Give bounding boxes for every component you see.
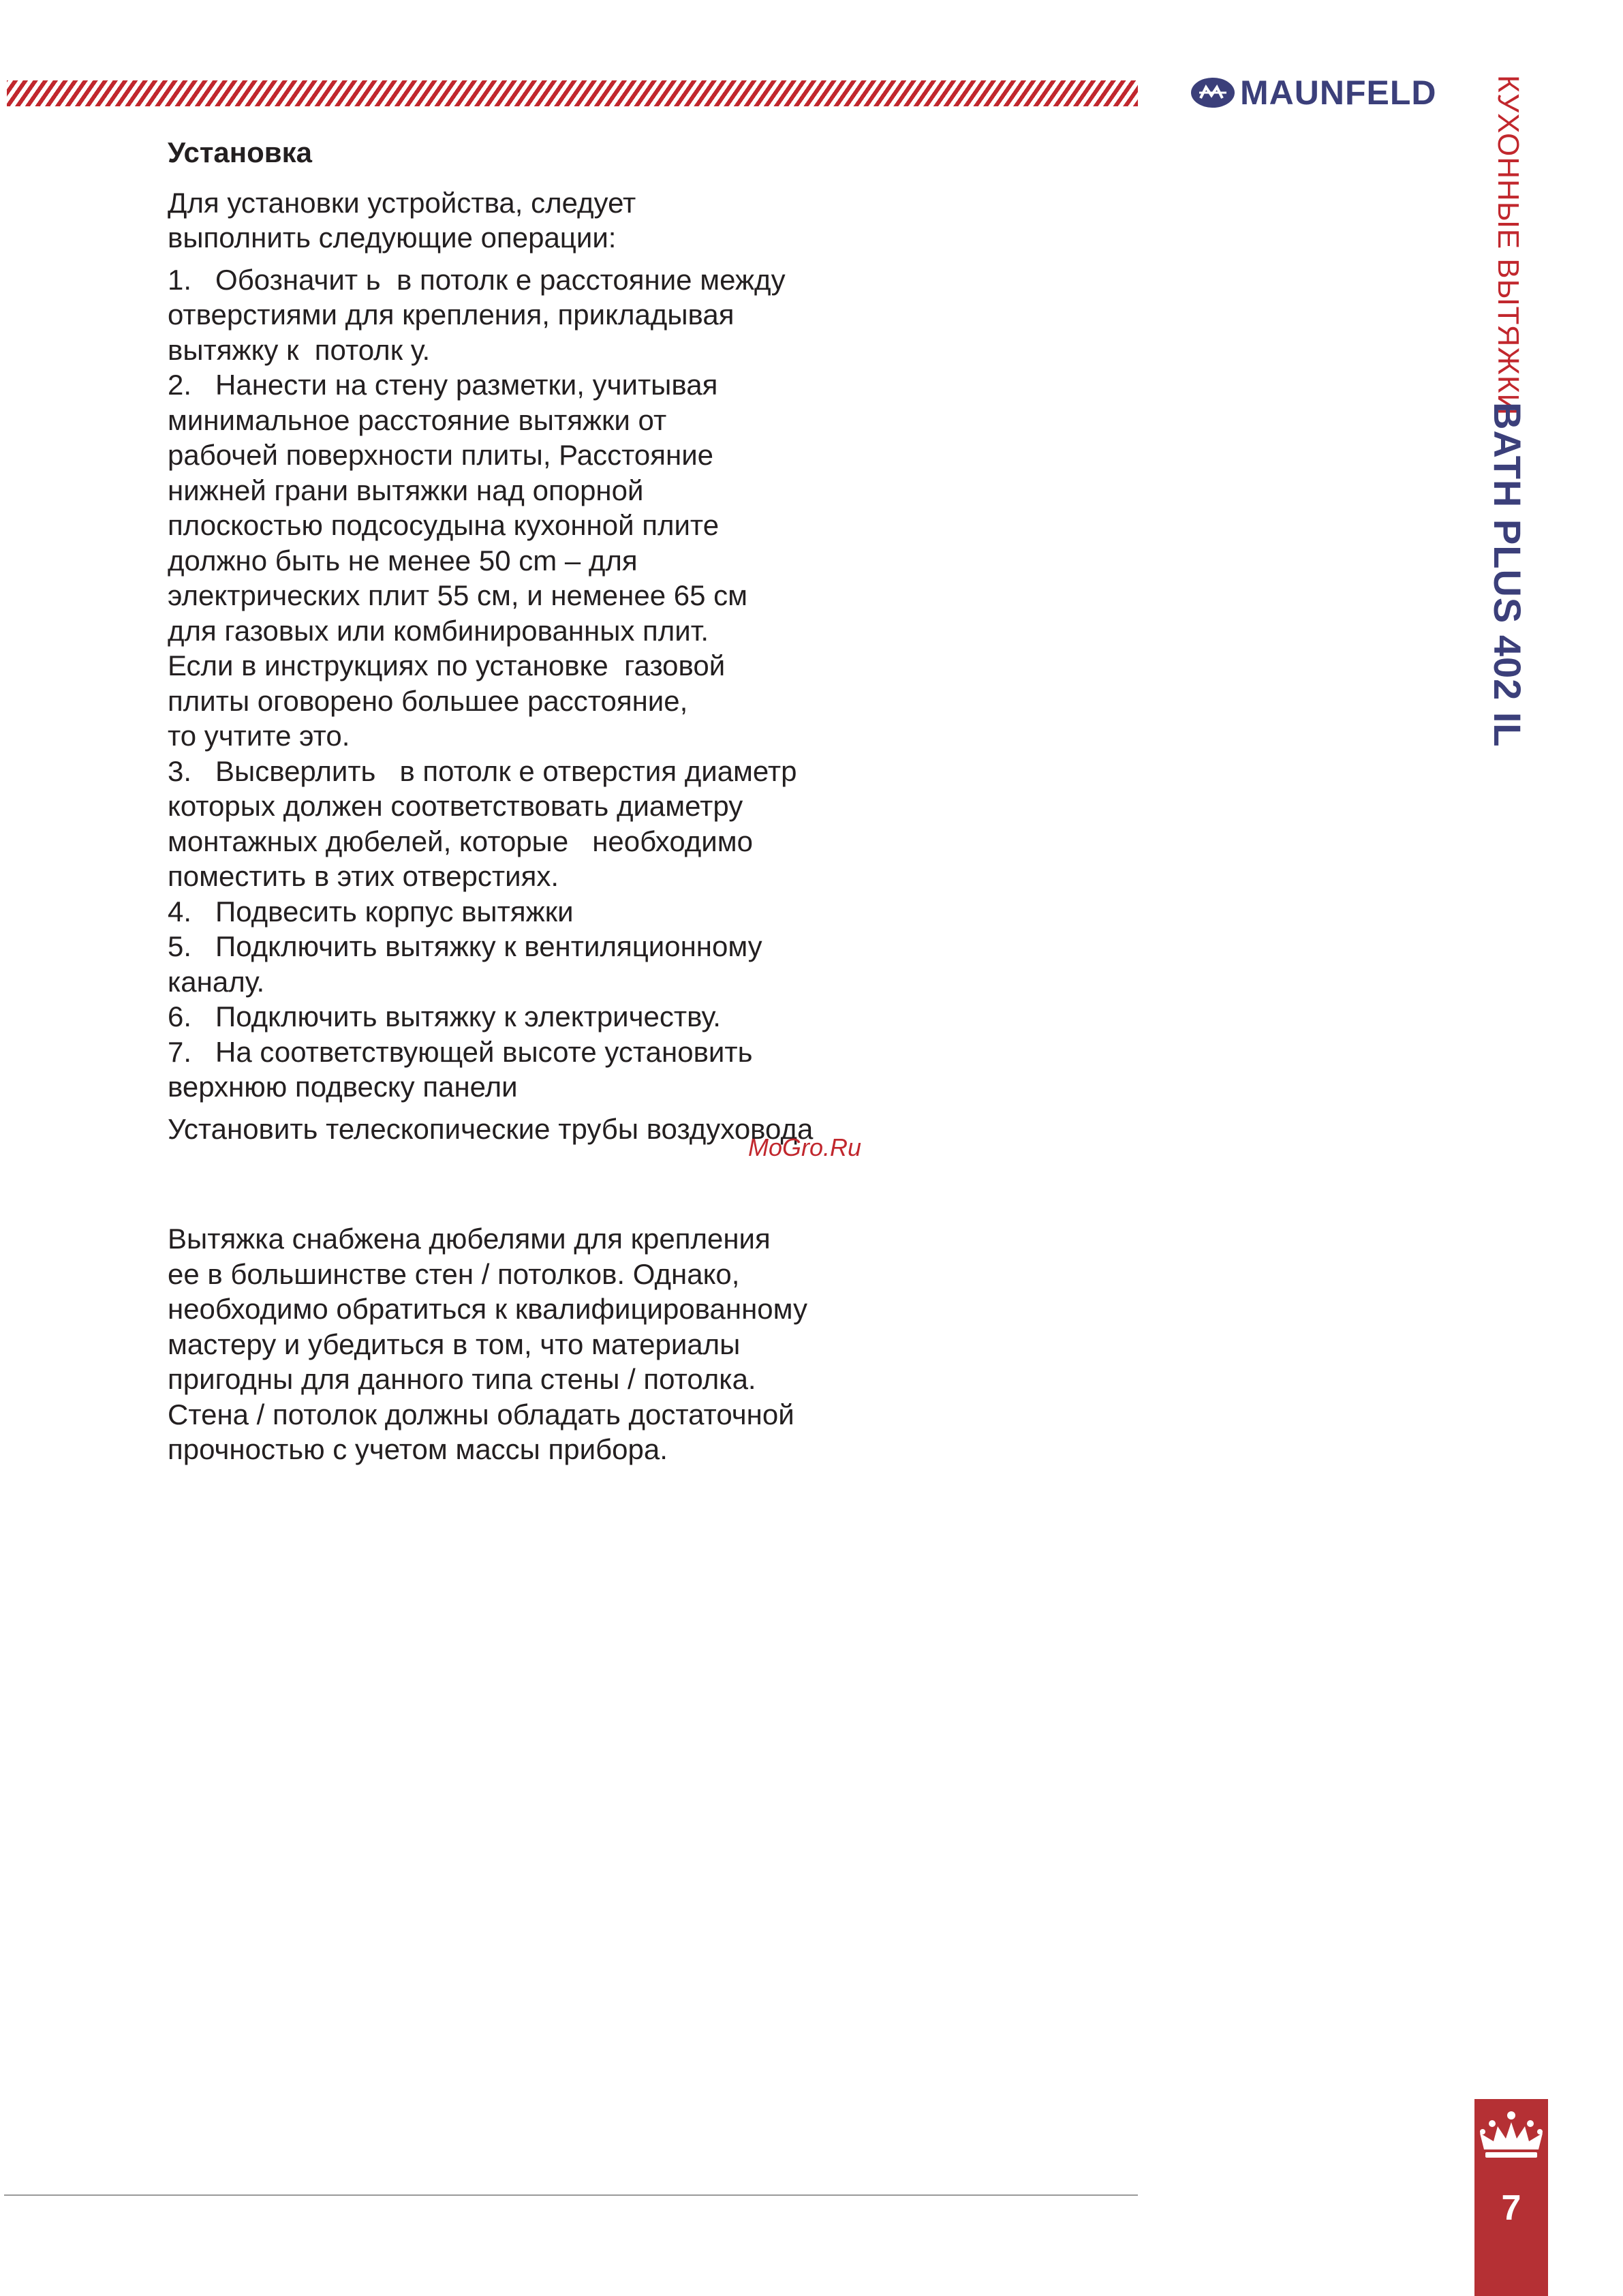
side-rail xyxy=(1485,75,1540,756)
text-line: выполнить следующие операции: xyxy=(168,221,617,254)
text-line: пригодны для данного типа стены / потолка. xyxy=(168,1363,756,1395)
brand-name: MAUNFELD xyxy=(1240,74,1437,112)
text-line: нижней грани вытяжки над опорной xyxy=(168,474,644,506)
text-line: поместить в этих отверстиях. xyxy=(168,860,559,892)
text-line: 7. На соответствующей высоте установить xyxy=(168,1035,753,1068)
text-line: рабочей поверхности плиты, Расстояние xyxy=(168,439,714,471)
text-line: Для установки устройства, следует xyxy=(168,186,636,219)
brand-emblem-icon xyxy=(1191,78,1235,108)
crown-icon xyxy=(1477,2109,1545,2163)
step-4 xyxy=(168,894,890,930)
text-line: необходимо обратиться к квалифицированному xyxy=(168,1293,807,1325)
maunfeld-logo xyxy=(1191,74,1453,112)
text-line: Если в инструкциях по установке газовой xyxy=(168,649,726,682)
text-line: 3. Высверлить в потолк е отверстия диаметр xyxy=(168,754,797,787)
intro-paragraph xyxy=(168,185,890,256)
step-2 xyxy=(168,367,890,754)
text-line: 5. Подключить вытяжку к вентиляционному xyxy=(168,930,762,962)
text-line: вытяжку к потолк у. xyxy=(168,333,431,366)
text-line: плоскостью подсосудына кухонной плите xyxy=(168,509,720,541)
text-line: отверстиями для крепления, прикладывая xyxy=(168,299,735,331)
category-label: КУХОННЫЕ ВЫТЯЖКИ xyxy=(1491,75,1525,416)
section-heading: Установка xyxy=(168,136,312,168)
text-line: Вытяжка снабжена дюбелями для крепления xyxy=(168,1223,771,1255)
text-line: прочностью с учетом массы прибора. xyxy=(168,1433,668,1465)
text-line: плиты оговорено большее расстояние, xyxy=(168,684,688,717)
installation-section xyxy=(168,135,890,1467)
text-line: минимальное расстояние вытяжки от xyxy=(168,403,667,436)
text-line: 2. Нанести на стену разметки, учитывая xyxy=(168,369,718,401)
text-line: Стена / потолок должны обладать достаточной xyxy=(168,1398,794,1430)
text-line: для газовых или комбинированных плит. xyxy=(168,614,709,647)
closing-paragraph xyxy=(168,1221,890,1467)
text-line: ее в большинстве стен / потолков. Однако, xyxy=(168,1257,740,1290)
text-line: должно быть не менее 50 cm – для xyxy=(168,544,638,577)
page-badge xyxy=(1474,2099,1548,2296)
step-6 xyxy=(168,999,890,1035)
page-number: 7 xyxy=(1501,2188,1521,2228)
text-line: 4. Подвесить корпус вытяжки xyxy=(168,895,574,928)
step-5 xyxy=(168,929,890,999)
text-line: монтажных дюбелей, которые необходимо xyxy=(168,825,753,857)
model-label: BATH PLUS 402 IL xyxy=(1486,402,1529,748)
step-1 xyxy=(168,262,890,368)
telescope-note: Установить телескопические трубы воздуховода xyxy=(168,1112,814,1145)
text-line: верхнюю подвеску панели xyxy=(168,1071,518,1103)
step-7 xyxy=(168,1035,890,1105)
footer-divider xyxy=(4,2194,1138,2196)
watermark: MoGro.Ru xyxy=(748,1133,862,1161)
text-line: которых должен соответствовать диаметру xyxy=(168,790,743,822)
text-line: электрических плит 55 см, и неменее 65 см xyxy=(168,579,747,611)
text-line: 1. Обозначит ь в потолк е расстояние между xyxy=(168,263,786,296)
header-hatch-bar xyxy=(7,80,1138,106)
step-3 xyxy=(168,754,890,894)
text-line: мастеру и убедиться в том, что материалы xyxy=(168,1328,741,1360)
text-line: каналу. xyxy=(168,965,265,998)
text-line: то учтите это. xyxy=(168,720,350,752)
text-line: 6. Подключить вытяжку к электричеству. xyxy=(168,1000,721,1032)
